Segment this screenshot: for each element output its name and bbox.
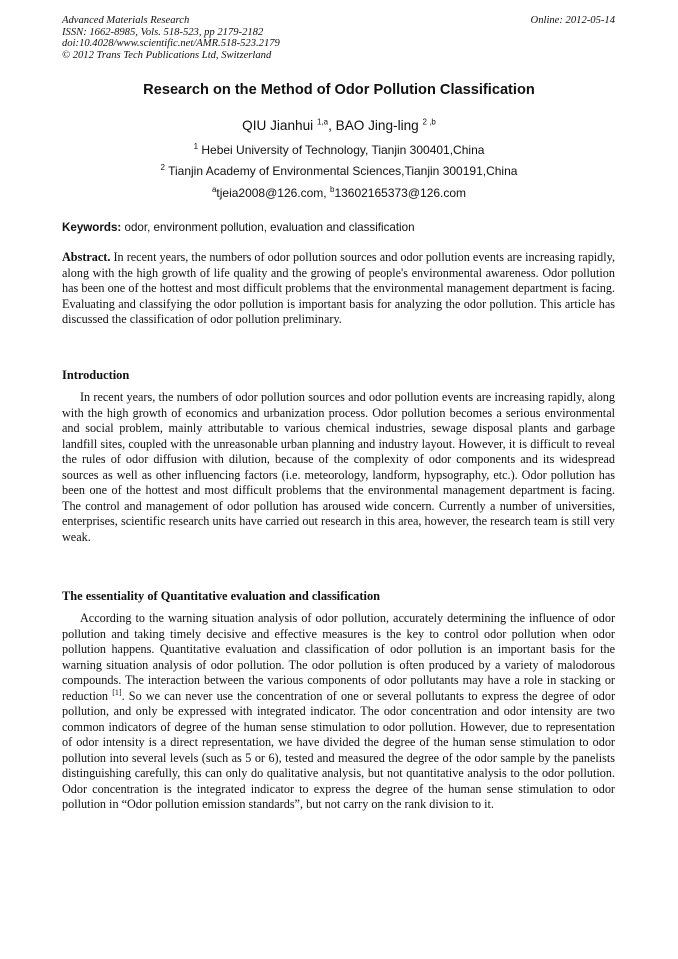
affiliation-2 (0, 164, 678, 178)
email-b-mark: b (329, 185, 335, 194)
citation-reference: [1] (112, 687, 122, 697)
keywords (62, 221, 617, 234)
essentiality-text-part-1: According to the warning situation analysis of odor pollution, accurately determining the influence of odor pollution and taking timely decisive and effective measures is the key to control odor pollution when odor pollution happens. Quantitative evaluation and classification of odor pollution is an important basis for the warning situation analysis of odor pollution. The odor pollution is often produced by a variety of malodorous compounds. The interaction between the various components of odor pollutants may have a role in stacking or reduction (62, 611, 615, 703)
section-heading-introduction: Introduction (62, 368, 130, 382)
author-1: QIU Jianhui (242, 118, 314, 133)
abstract (62, 250, 615, 328)
introduction-paragraph: In recent years, the numbers of odor pollution sources and odor pollution events are increasing rapidly, along with the high growth of economics and urbanization process. Odor pollution becomes a serious environmental and social problem, mainly attributable to various chemical industries, sewage disposal plants and garbage landfill sites, coupled with the unreasonable urban planning and industry layout. However, it is difficult to reveal the rules of odor diffusion with dilution, because of the complexity of odor components and its widespread sources as well as other influencing factors (i.e. meteorology, landform, hypsography, etc.). Odor pollution has been one of the hottest and most difficult problems that the environmental management department is facing. The control and management of odor pollution has aroused wide concern. Currently a number of universities, enterprises, scientific research units have carried out research in this area, however, the research team is still very weak. (62, 390, 615, 544)
section-heading-essentiality: The essentiality of Quantitative evaluation and classification (62, 589, 381, 603)
affiliation-1 (0, 143, 678, 157)
essentiality-paragraph (62, 611, 615, 813)
affiliation-1-text: Hebei University of Technology, Tianjin 300401,China (198, 143, 485, 157)
affiliation-1-mark: 1 (193, 142, 199, 151)
online-date: Online: 2012-05-14 (530, 15, 615, 26)
copyright-line: © 2012 Trans Tech Publications Ltd, Switzerland (62, 49, 272, 61)
paper-title: Research on the Method of Odor Pollution Classification (143, 82, 535, 98)
affiliation-2-mark: 2 (160, 163, 165, 172)
email-a-mark: a (211, 185, 217, 194)
author-2-affiliation-mark: 2 ,b (422, 117, 436, 127)
author-emails (0, 186, 678, 200)
issn-line: ISSN: 1662-8985, Vols. 518-523, pp 2179-2182 (62, 26, 264, 38)
email-b: 13602165373@126.com (334, 186, 467, 200)
author-2: BAO Jing-ling (335, 118, 419, 133)
affiliation-2-text: Tianjin Academy of Environmental Sciences,Tianjin 300191,China (165, 164, 518, 178)
journal-header (62, 15, 615, 61)
keywords-label: Keywords: (62, 221, 122, 234)
doi-line: doi:10.4028/www.scientific.net/AMR.518-523.2179 (62, 38, 280, 50)
journal-name: Advanced Materials Research (62, 15, 190, 26)
keywords-text: odor, environment pollution, evaluation and classification (121, 221, 415, 234)
abstract-text: In recent years, the numbers of odor pollution sources and odor pollution events are increasing rapidly, along with the high growth of life quality and the growing of people's environmental awareness. Odor pollution has been one of the hottest and most difficult problems that the environmental management department is facing. Evaluating and classifying the odor pollution is important basis for analyzing the odor pollution. This article has discussed the classification of odor pollution preliminary. (62, 250, 615, 326)
abstract-label: Abstract. (62, 250, 111, 264)
author-separator: , (328, 118, 336, 133)
email-a: tjeia2008@126.com, (216, 186, 330, 200)
essentiality-text-part-2: . So we can never use the concentration of one or several pollutants to express the degree of odor pollution, and only be expressed with integrated indicator. The odor concentration and odor intensity are two common indicators of degree of the human sense stimulation to odor pollution. However, due to representation of odor intensity is a direct representation, we have divided the degree of the human sense stimulation to odor pollution into several levels (such as 5 or 6), tested and measured the degree of the odor sample by the panelists distinguishing carefully, this can only do qualitative analysis, but not quantitative analysis to the odor pollution. Odor concentration is the integrated indicator to express the degree of the human sense stimulation to odor pollution in “Odor pollution emission standards”, but not carry on the rank division to it. (62, 688, 616, 811)
author-line (0, 118, 678, 133)
author-1-affiliation-mark: 1,a (316, 117, 329, 127)
